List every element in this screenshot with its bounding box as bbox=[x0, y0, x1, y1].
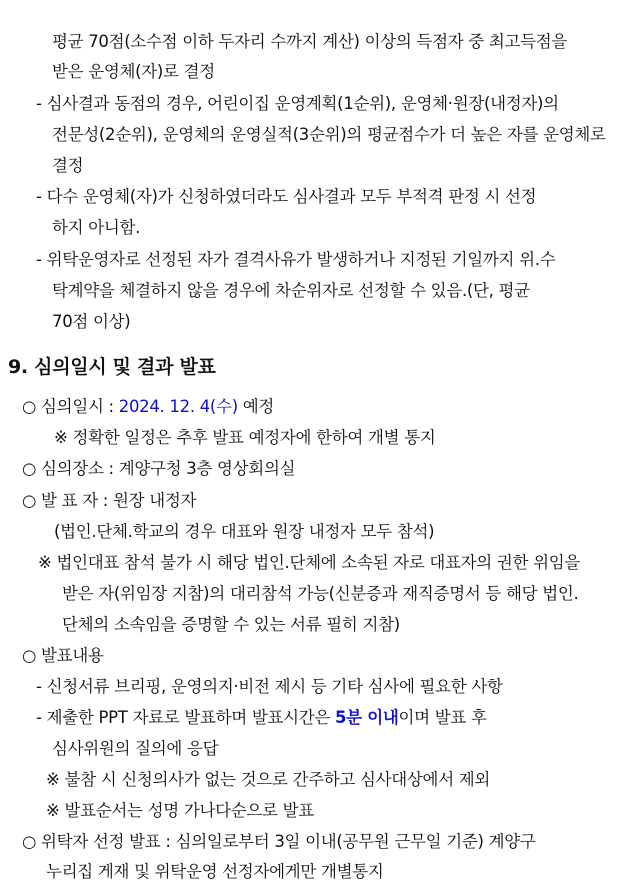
bullet-line: 70점 이상) bbox=[52, 312, 131, 331]
bullet-line: 탁계약을 체결하지 않을 경우에 차순위자로 선정할 수 있음.(단, 평균 bbox=[52, 281, 530, 300]
bullet-line: 전문성(2순위), 운영체의 운영실적(3순위)의 평균점수가 더 높은 자를 운영체로 bbox=[52, 125, 606, 144]
paragraph-line: 평균 70점(소수점 이하 두자리 수까지 계산) 이상의 득점자 중 최고득점을 bbox=[52, 32, 568, 51]
bullet-line: 결정 bbox=[52, 156, 84, 175]
review-place-line: ○ 심의장소 : 계양구청 3층 영상회의실 bbox=[22, 459, 296, 478]
note-line: 단체의 소속임을 증명할 수 있는 서류 필히 지참) bbox=[62, 615, 400, 634]
note-line: ※ 정확한 일정은 추후 발표 예정자에 한하여 개별 통지 bbox=[54, 428, 436, 447]
bullet-line bbox=[36, 706, 487, 730]
result-line: ○ 위탁자 선정 발표 : 심의일로부터 3일 이내(공무원 근무일 기준) 계양구 bbox=[22, 832, 536, 851]
presenter-line: ○ 발 표 자 : 원장 내정자 bbox=[22, 491, 197, 510]
bullet-line: 심사위원의 질의에 응답 bbox=[52, 739, 219, 758]
bullet-line: - 다수 운영체(자)가 신청하였더라도 심사결과 모두 부적격 판정 시 선정 bbox=[36, 187, 537, 206]
bullet-line: - 신청서류 브리핑, 운영의지·비전 제시 등 기타 심사에 필요한 사항 bbox=[36, 677, 503, 696]
section-heading: 9. 심의일시 및 결과 발표 bbox=[8, 356, 216, 378]
presentation-text-suffix: 이며 발표 후 bbox=[398, 708, 487, 727]
paragraph-line: 받은 운영체(자)로 결정 bbox=[52, 62, 215, 81]
review-date-label: ○ 심의일시 : bbox=[22, 397, 119, 416]
note-line: 받은 자(위임장 지참)의 대리참석 가능(신분증과 재직증명서 등 해당 법인. bbox=[62, 584, 579, 603]
bullet-line: 하지 아니함. bbox=[52, 218, 141, 237]
review-date-value: 2024. 12. 4(수) bbox=[118, 397, 238, 416]
bullet-line: - 심사결과 동점의 경우, 어린이집 운영계획(1순위), 운영체·원장(내정자)의 bbox=[36, 94, 559, 113]
note-line: ※ 불참 시 신청의사가 없는 것으로 간주하고 심사대상에서 제외 bbox=[46, 770, 491, 789]
note-line: ※ 발표순서는 성명 가나다순으로 발표 bbox=[46, 801, 314, 820]
review-date-line bbox=[22, 395, 274, 419]
result-line: 누리집 게재 및 위탁운영 선정자에게만 개별통지 bbox=[46, 862, 384, 881]
presentation-text: - 제출한 PPT 자료로 발표하며 발표시간은 bbox=[36, 708, 335, 727]
bullet-line: - 위탁운영자로 선정된 자가 결격사유가 발생하거나 지정된 기일까지 위.수 bbox=[36, 250, 556, 269]
review-date-suffix: 예정 bbox=[237, 397, 275, 416]
presenter-note: (법인.단체.학교의 경우 대표와 원장 내정자 모두 참석) bbox=[54, 522, 435, 541]
presentation-time-highlight: 5분 이내 bbox=[335, 708, 399, 727]
content-title: ○ 발표내용 bbox=[22, 646, 104, 665]
note-line: ※ 법인대표 참석 불가 시 해당 법인.단체에 소속된 자로 대표자의 권한 위임을 bbox=[38, 553, 581, 572]
